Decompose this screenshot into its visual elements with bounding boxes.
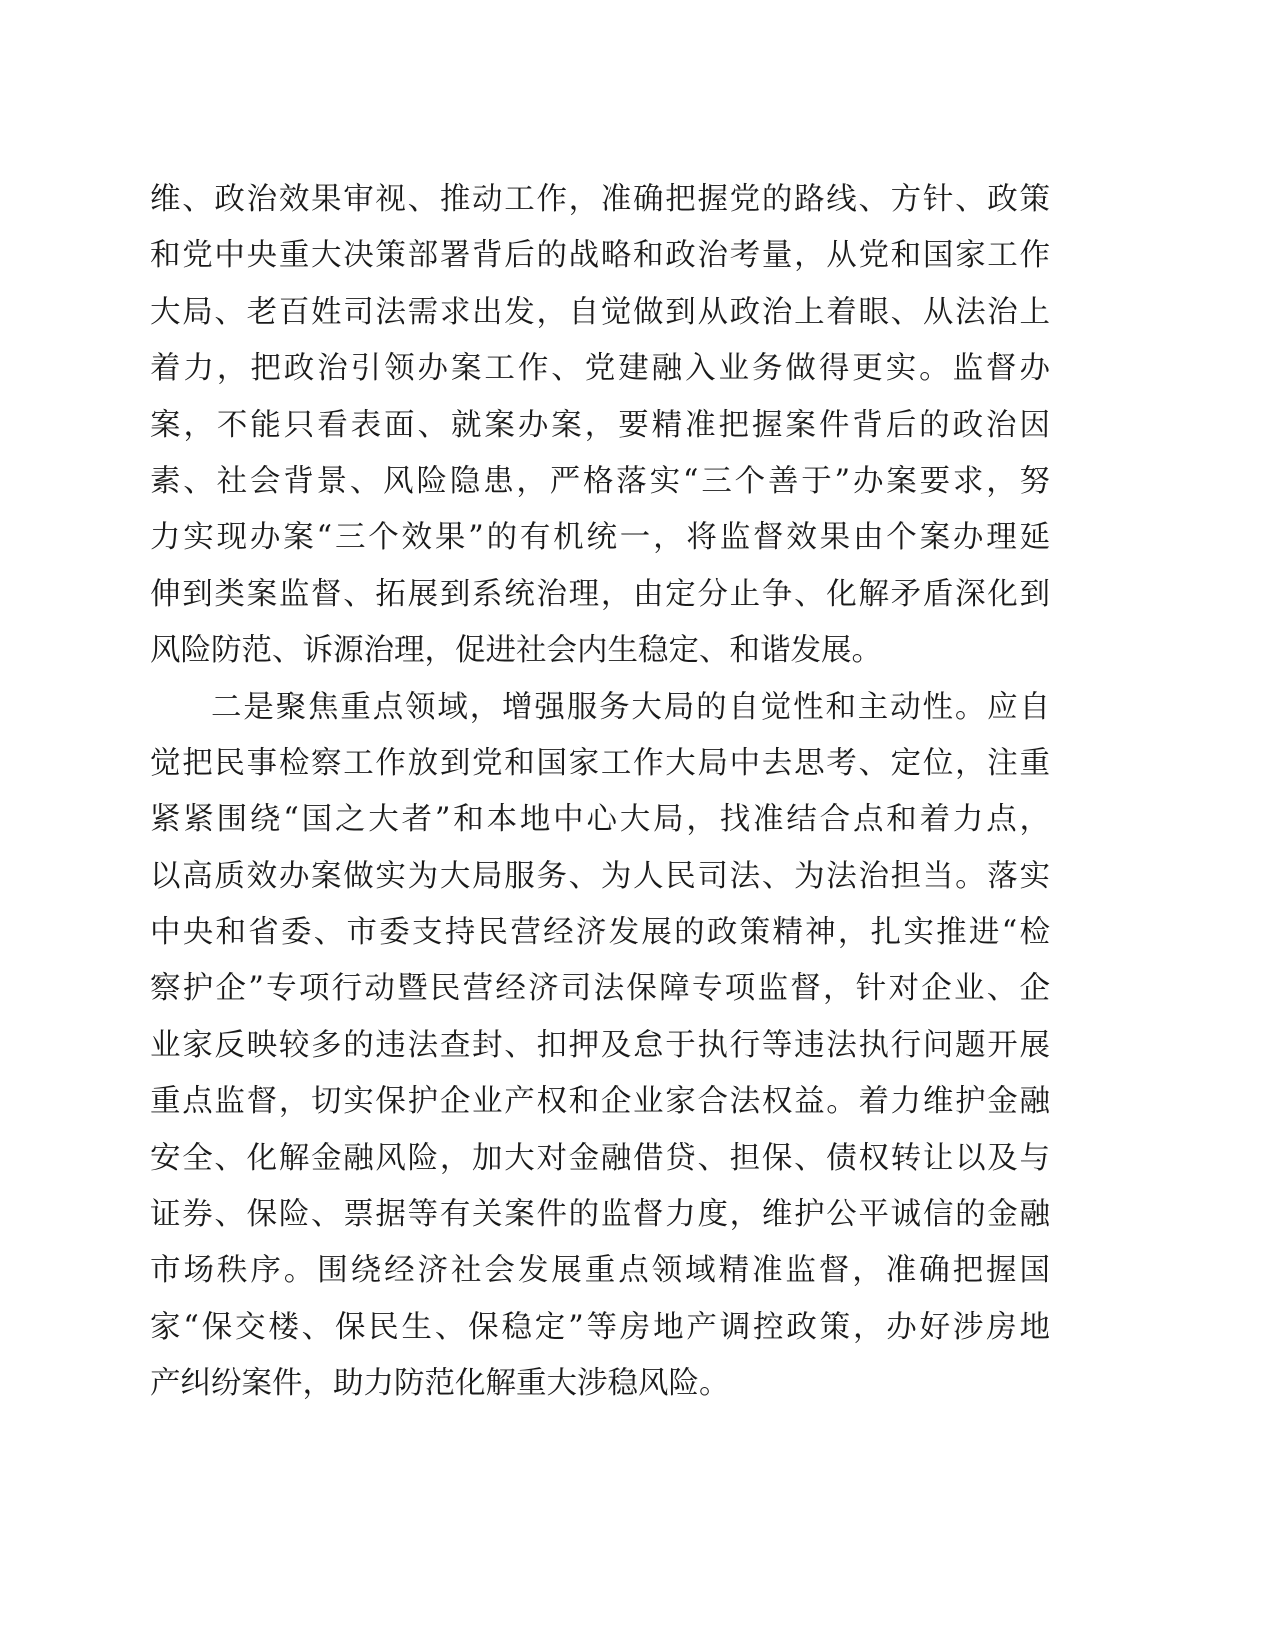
text-line: 二是聚焦重点领域，增强服务大局的自觉性和主动性。应自 [211, 689, 1050, 725]
text-line: 案，不能只看表面、就案办案，要精准把握案件背后的政治因 [150, 407, 1050, 443]
text-line: 业家反映较多的违法查封、扣押及怠于执行等违法执行问题开展 [150, 1027, 1050, 1063]
text-line: 家“保交楼、保民生、保稳定”等房地产调控政策，办好涉房地 [150, 1309, 1050, 1345]
text-line: 察护企”专项行动暨民营经济司法保障专项监督，针对企业、企 [150, 971, 1050, 1007]
text-line: 大局、老百姓司法需求出发，自觉做到从政治上着眼、从法治上 [150, 294, 1050, 330]
body-text [150, 172, 1050, 1413]
text-line: 风险防范、诉源治理，促进社会内生稳定、和谐发展。 [150, 633, 882, 669]
text-line: 以高质效办案做实为大局服务、为人民司法、为法治担当。落实 [150, 858, 1050, 894]
text-line: 市场秩序。围绕经济社会发展重点领域精准监督，准确把握国 [150, 1253, 1050, 1289]
text-line: 觉把民事检察工作放到党和国家工作大局中去思考、定位，注重 [150, 745, 1050, 781]
text-line: 产纠纷案件，助力防范化解重大涉稳风险。 [150, 1366, 730, 1402]
text-line: 和党中央重大决策部署背后的战略和政治考量，从党和国家工作 [150, 238, 1050, 274]
text-line: 力实现办案“三个效果”的有机统一，将监督效果由个案办理延 [150, 520, 1050, 556]
text-line: 着力，把政治引领办案工作、党建融入业务做得更实。监督办 [150, 351, 1050, 387]
paragraph-2 [150, 680, 1050, 1413]
paragraph-1 [150, 172, 1050, 680]
text-line: 紧紧围绕“国之大者”和本地中心大局，找准结合点和着力点， [150, 802, 1050, 838]
text-line: 证券、保险、票据等有关案件的监督力度，维护公平诚信的金融 [150, 1197, 1050, 1233]
text-line: 素、社会背景、风险隐患，严格落实“三个善于”办案要求，努 [150, 463, 1050, 499]
text-line: 重点监督，切实保护企业产权和企业家合法权益。着力维护金融 [150, 1084, 1050, 1120]
text-line: 维、政治效果审视、推动工作，准确把握党的路线、方针、政策 [150, 182, 1050, 217]
text-line: 安全、化解金融风险，加大对金融借贷、担保、债权转让以及与 [150, 1140, 1050, 1176]
text-line: 伸到类案监督、拓展到系统治理，由定分止争、化解矛盾深化到 [150, 576, 1050, 612]
text-line: 中央和省委、市委支持民营经济发展的政策精神，扎实推进“检 [150, 915, 1050, 951]
